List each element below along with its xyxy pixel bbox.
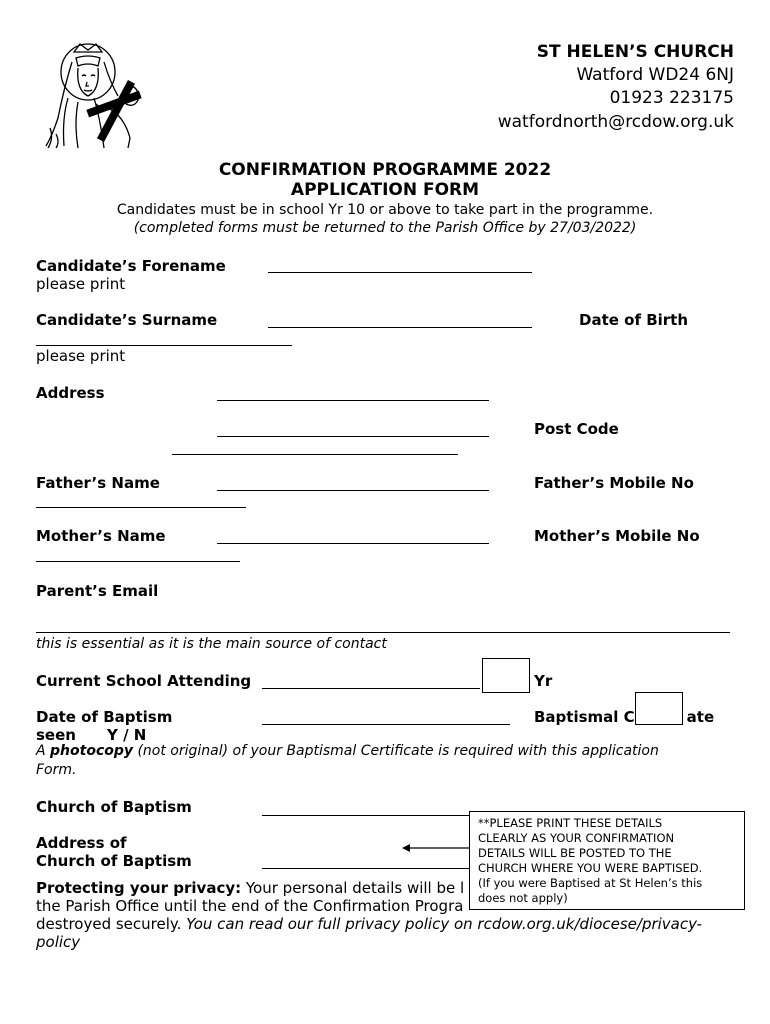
forename-field-line[interactable] [268,272,532,273]
year-input-box[interactable] [482,658,530,693]
address-church-label-1: Address of [36,834,127,852]
father-mobile-label: Father’s Mobile No [534,474,694,492]
father-name-label: Father’s Name [36,474,160,492]
please-print-1: please print [36,275,126,293]
church-baptism-label: Church of Baptism [36,798,192,816]
print-details-callout [469,811,745,910]
address-label: Address [36,384,105,402]
baptism-date-field-line[interactable] [262,724,510,725]
forename-label: Candidate’s Forename [36,257,226,275]
postcode-field-line[interactable] [172,454,458,455]
church-name: ST HELEN’S CHURCH [536,42,734,62]
church-phone: 01923 223175 [609,88,734,108]
return-note: (completed forms must be returned to the Parish Office by 27/03/2022) [133,220,637,236]
address-line-2[interactable] [217,436,489,437]
father-name-field-line[interactable] [217,490,489,491]
privacy-line2: the Parish Office until the end of the Confirmation Progra [36,897,464,915]
email-note: this is essential as it is the main source of contact [36,636,387,652]
baptism-date-label: Date of Baptism [36,708,173,726]
privacy-line3: destroyed securely. You can read our full privacy policy on rcdow.org.uk/diocese/privacy- [36,915,702,933]
callout-line4: CHURCH WHERE YOU WERE BAPTISED. [478,861,703,875]
saint-helen-with-cross-icon [38,38,144,150]
yes-no-label: Y / N [107,726,147,744]
callout-line3: DETAILS WILL BE POSTED TO THE [478,846,672,860]
parent-email-label: Parent’s Email [36,582,159,600]
mother-mobile-field-line[interactable] [36,561,240,562]
baptismal-cert-label: Baptismal C ate [534,708,715,726]
arrow-left-icon [402,842,472,854]
form-title-line1: CONFIRMATION PROGRAMME 2022 [218,160,552,180]
callout-line5: (If you were Baptised at St Helen’s this [478,876,703,890]
church-email: watfordnorth@rcdow.org.uk [497,112,734,132]
mother-mobile-label: Mother’s Mobile No [534,527,700,545]
church-town: Watford WD24 6NJ [576,65,734,85]
school-field-line[interactable] [262,688,480,689]
surname-label: Candidate’s Surname [36,311,218,329]
certificate-seen-box[interactable] [635,692,683,725]
callout-line6: does not apply) [478,891,568,905]
church-baptism-field-line[interactable] [262,815,472,816]
form-title-line2: APPLICATION FORM [290,180,480,200]
dob-label: Date of Birth [579,311,689,329]
photocopy-note-line2: Form. [36,762,77,778]
mother-name-field-line[interactable] [217,543,489,544]
dob-field-line[interactable] [36,345,292,346]
please-print-2: please print [36,347,126,365]
mother-name-label: Mother’s Name [36,527,166,545]
father-mobile-field-line[interactable] [36,507,246,508]
address-church-label-2: Church of Baptism [36,852,192,870]
surname-field-line[interactable] [268,327,532,328]
intro-text: Candidates must be in school Yr 10 or above to take part in the programme. [116,202,654,218]
postcode-label: Post Code [534,420,619,438]
callout-line2: CLEARLY AS YOUR CONFIRMATION [478,831,675,845]
address-line-1[interactable] [217,400,489,401]
privacy-line1: Protecting your privacy: Your personal details will be l [36,879,465,897]
parent-email-field-line[interactable] [36,632,730,633]
address-church-field-line[interactable] [262,868,472,869]
callout-line1: **PLEASE PRINT THESE DETAILS [478,816,663,830]
privacy-line4: policy [36,933,81,951]
photocopy-note: A photocopy (not original) of your Baptismal Certificate is required with this application [36,743,659,759]
year-label: Yr [534,672,553,690]
school-label: Current School Attending [36,672,252,690]
seen-label: seen [36,726,76,744]
